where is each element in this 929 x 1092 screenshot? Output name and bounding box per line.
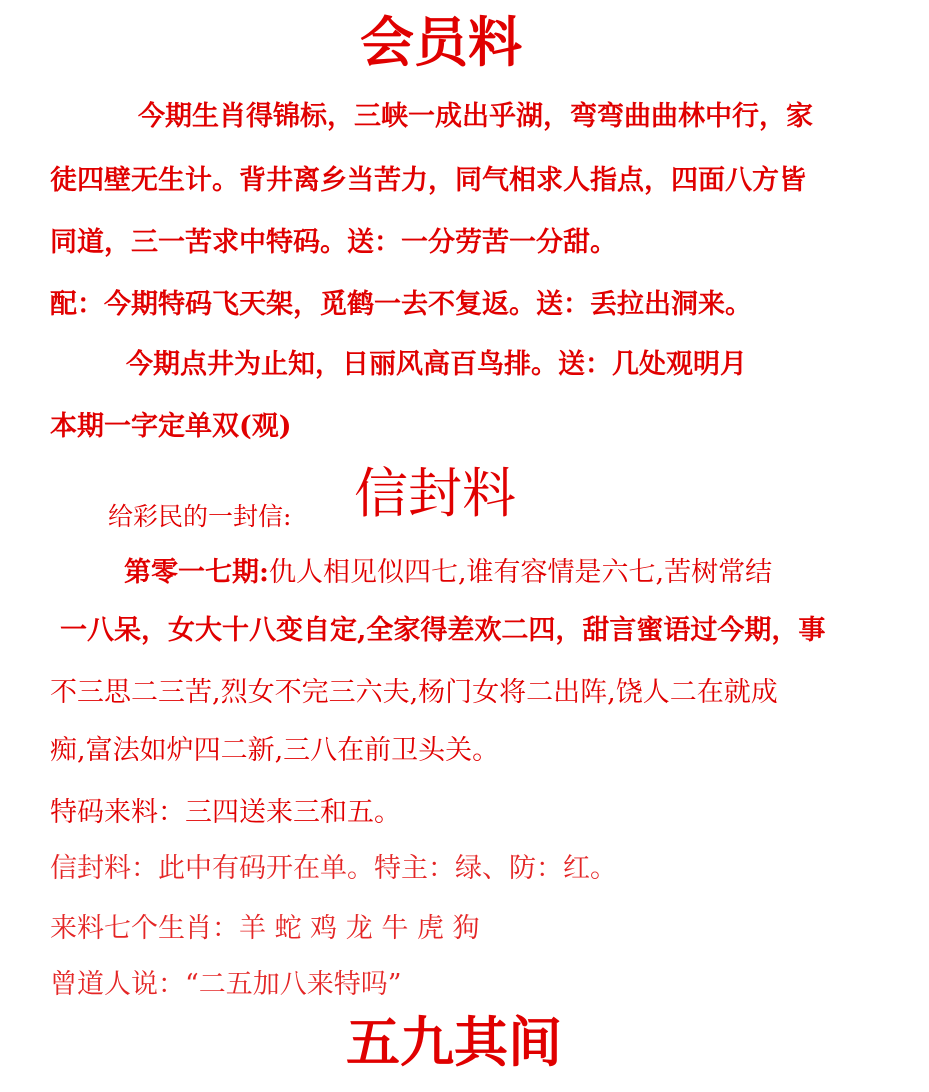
member-paragraph-line-3: 同道，三一苦求中特码。送：一分劳苦一分甜。 <box>50 227 617 258</box>
bottom-title: 五九其间 <box>346 1010 562 1074</box>
member-paragraph-line-2: 徒四壁无生计。背井离乡当苦力，同气相求人指点，四面八方皆 <box>50 165 806 196</box>
taoist-saying-line: 曾道人说：“二五加八来特吗” <box>50 969 402 1000</box>
seven-zodiac-line: 来料七个生肖：羊 蛇 鸡 龙 牛 虎 狗 <box>50 913 480 944</box>
letter-intro: 给彩民的一封信: <box>108 502 292 531</box>
period-label: 第零一七期: <box>124 557 269 588</box>
point-line: 今期点井为止知，日丽风高百鸟排。送：几处观明月 <box>126 349 747 380</box>
special-code-line: 特码来料：三四送来三和五。 <box>50 797 401 828</box>
letter-line-1 <box>124 556 772 590</box>
letter-line-4: 痴,富法如炉四二新,三八在前卫头关。 <box>50 735 500 766</box>
single-double-line: 本期一字定单双(观) <box>50 411 292 442</box>
letter-line-2: 一八呆，女大十八变自定,全家得差欢二四，甜言蜜语过今期，事 <box>60 615 826 646</box>
member-paragraph-line-1: 今期生肖得锦标，三峡一成出乎湖，弯弯曲曲林中行，家 <box>138 101 813 132</box>
letter-line-1-text: 仇人相见似四七,谁有容情是六七,苦树常结 <box>268 557 773 588</box>
letter-title: 信封料 <box>354 462 516 525</box>
member-title: 会员料 <box>360 10 522 74</box>
letter-material-line: 信封料：此中有码开在单。特主：绿、防：红。 <box>50 853 617 884</box>
pair-line: 配：今期特码飞天架，觅鹤一去不复返。送：丢拉出洞来。 <box>50 289 752 320</box>
letter-line-3: 不三思二三苦,烈女不完三六夫,杨门女将二出阵,饶人二在就成 <box>50 677 778 708</box>
